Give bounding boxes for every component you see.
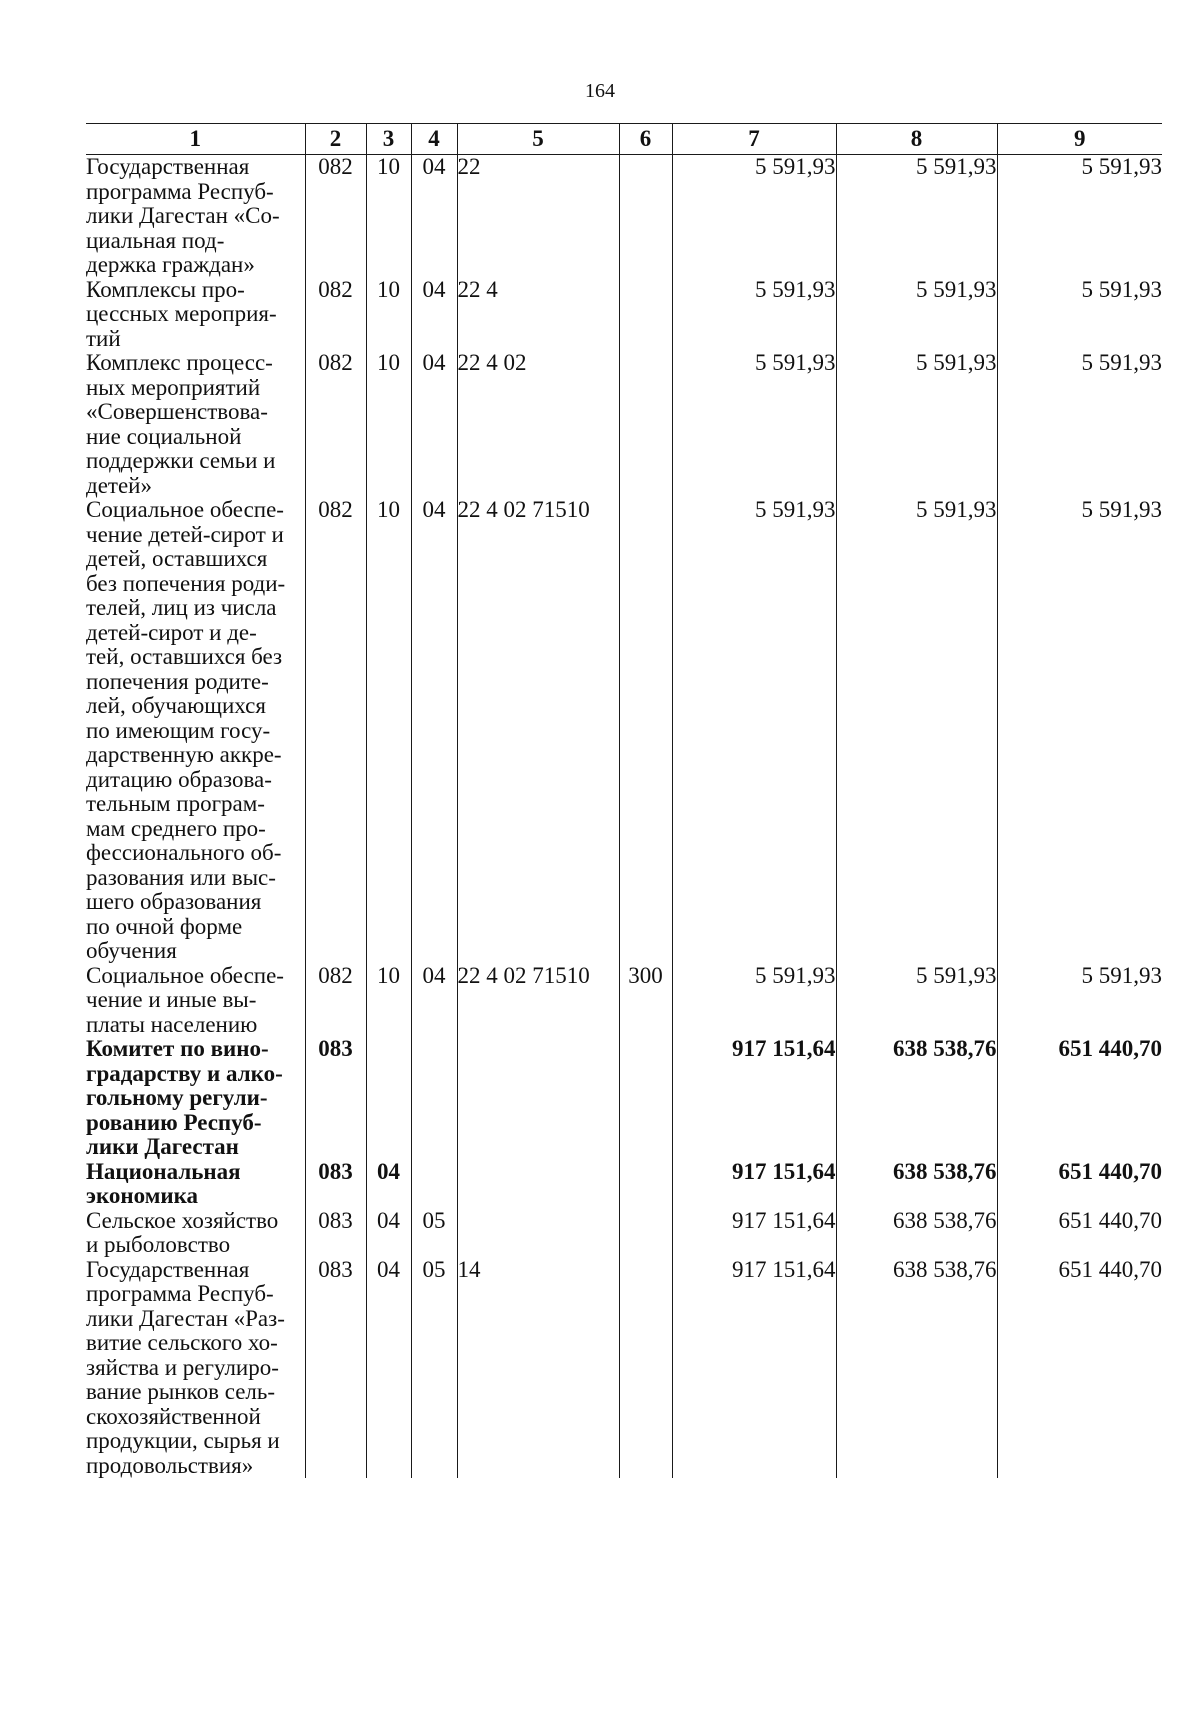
item-name-line: тельным програм- <box>86 791 265 816</box>
item-name-line: ных мероприятий <box>86 374 261 400</box>
table-row <box>86 1258 1162 1479</box>
item-name-line: платы населению <box>86 1011 258 1037</box>
item-name-line: Комплексы про- <box>86 276 245 302</box>
cell-subsection-code: 04 <box>411 155 457 278</box>
cell-expense-type <box>619 351 672 498</box>
cell-item-name <box>86 351 305 498</box>
column-header: 5 <box>457 124 619 155</box>
cell-amount-col8: 5 591,93 <box>836 498 997 964</box>
item-name-line: продовольствия» <box>86 1452 254 1478</box>
table-row <box>86 498 1162 964</box>
cell-amount-col9: 5 591,93 <box>997 155 1162 278</box>
column-header: 9 <box>997 124 1162 155</box>
cell-amount-col7: 5 591,93 <box>672 498 836 964</box>
cell-item-name <box>86 278 305 352</box>
cell-section-code: 10 <box>366 278 411 352</box>
cell-expense-type <box>619 155 672 278</box>
cell-amount-col8: 5 591,93 <box>836 155 997 278</box>
cell-ministry-code: 082 <box>305 351 366 498</box>
cell-target-article <box>457 1037 619 1160</box>
table-row <box>86 1160 1162 1209</box>
item-name-line: продукции, сырья и <box>86 1428 280 1453</box>
item-name-line: поддержки семьи и <box>86 448 276 473</box>
cell-ministry-code: 082 <box>305 498 366 964</box>
cell-amount-col9: 651 440,70 <box>997 1160 1162 1209</box>
cell-section-code: 04 <box>366 1160 411 1209</box>
item-name-line: ние социальной <box>86 423 242 449</box>
item-name-line: фессионального об- <box>86 840 282 865</box>
cell-ministry-code: 082 <box>305 155 366 278</box>
cell-subsection-code: 05 <box>411 1209 457 1258</box>
item-name-line: градарству и алко- <box>86 1060 283 1086</box>
cell-ministry-code: 083 <box>305 1160 366 1209</box>
table-row <box>86 964 1162 1038</box>
budget-table <box>86 123 1162 1478</box>
cell-amount-col7: 917 151,64 <box>672 1258 836 1479</box>
item-name-line: держка граждан» <box>86 252 255 277</box>
item-name-line: тей, оставшихся без <box>86 644 283 669</box>
item-name-line: скохозяйственной <box>86 1403 261 1429</box>
cell-item-name <box>86 498 305 964</box>
table-body <box>86 155 1162 1479</box>
item-name-line: чение и иные вы- <box>86 987 257 1012</box>
cell-subsection-code: 05 <box>411 1258 457 1479</box>
cell-amount-col8: 5 591,93 <box>836 351 997 498</box>
cell-subsection-code: 04 <box>411 964 457 1038</box>
item-name-line: лики Дагестан «Раз- <box>86 1305 285 1331</box>
cell-amount-col8: 638 538,76 <box>836 1037 997 1160</box>
table-row <box>86 1037 1162 1160</box>
item-name-line: циальная под- <box>86 227 225 253</box>
cell-ministry-code: 082 <box>305 278 366 352</box>
column-header: 8 <box>836 124 997 155</box>
item-name-line: Государственная <box>86 154 250 179</box>
item-name-line: обучения <box>86 938 177 963</box>
cell-amount-col8: 638 538,76 <box>836 1209 997 1258</box>
table-row <box>86 351 1162 498</box>
column-header: 6 <box>619 124 672 155</box>
column-header: 4 <box>411 124 457 155</box>
item-name-line: программа Респуб- <box>86 1281 274 1306</box>
item-name-line: попечения родите- <box>86 668 269 694</box>
item-name-line: дитацию образова- <box>86 766 272 792</box>
item-name-line: Сельское хозяйство <box>86 1207 279 1233</box>
cell-section-code: 04 <box>366 1258 411 1479</box>
cell-item-name <box>86 155 305 278</box>
item-name-line: Социальное обеспе- <box>86 497 284 522</box>
item-name-line: Национальная <box>86 1158 241 1184</box>
cell-amount-col7: 917 151,64 <box>672 1037 836 1160</box>
item-name-line: детей» <box>86 472 152 498</box>
cell-amount-col9: 5 591,93 <box>997 351 1162 498</box>
cell-expense-type <box>619 1160 672 1209</box>
item-name-line: детей-сирот и де- <box>86 619 257 645</box>
item-name-line: «Совершенствова- <box>86 399 268 424</box>
item-name-line: без попечения роди- <box>86 570 286 596</box>
item-name-line: детей, оставшихся <box>86 546 268 571</box>
cell-target-article: 22 4 02 <box>457 351 619 498</box>
cell-expense-type: 300 <box>619 964 672 1038</box>
cell-expense-type <box>619 278 672 352</box>
cell-expense-type <box>619 1209 672 1258</box>
cell-amount-col8: 638 538,76 <box>836 1160 997 1209</box>
cell-ministry-code: 082 <box>305 964 366 1038</box>
cell-ministry-code: 083 <box>305 1037 366 1160</box>
cell-item-name <box>86 1037 305 1160</box>
item-name-line: разования или выс- <box>86 864 276 890</box>
cell-target-article <box>457 1209 619 1258</box>
item-name-line: по имеющим госу- <box>86 717 271 743</box>
cell-subsection-code: 04 <box>411 278 457 352</box>
cell-amount-col8: 5 591,93 <box>836 964 997 1038</box>
table-row <box>86 1209 1162 1258</box>
column-header: 7 <box>672 124 836 155</box>
cell-subsection-code <box>411 1160 457 1209</box>
cell-section-code: 10 <box>366 498 411 964</box>
cell-subsection-code: 04 <box>411 351 457 498</box>
cell-section-code: 10 <box>366 351 411 498</box>
cell-amount-col7: 5 591,93 <box>672 278 836 352</box>
cell-item-name <box>86 1258 305 1479</box>
item-name-line: лики Дагестан «Со- <box>86 203 280 228</box>
cell-section-code <box>366 1037 411 1160</box>
cell-target-article: 22 4 02 71510 <box>457 964 619 1038</box>
item-name-line: вание рынков сель- <box>86 1379 276 1404</box>
cell-section-code: 10 <box>366 964 411 1038</box>
table-row <box>86 278 1162 352</box>
item-name-line: программа Респуб- <box>86 178 274 204</box>
cell-expense-type <box>619 498 672 964</box>
item-name-line: Комплекс процесс- <box>86 350 273 375</box>
cell-section-code: 10 <box>366 155 411 278</box>
item-name-line: тий <box>86 325 121 351</box>
item-name-line: цессных мероприя- <box>86 301 277 326</box>
item-name-line: гольному регули- <box>86 1085 268 1110</box>
table-row <box>86 155 1162 278</box>
cell-amount-col9: 651 440,70 <box>997 1258 1162 1479</box>
cell-subsection-code: 04 <box>411 498 457 964</box>
cell-ministry-code: 083 <box>305 1258 366 1479</box>
cell-item-name <box>86 1209 305 1258</box>
cell-expense-type <box>619 1258 672 1479</box>
cell-amount-col7: 5 591,93 <box>672 964 836 1038</box>
cell-target-article: 14 <box>457 1258 619 1479</box>
cell-amount-col9: 5 591,93 <box>997 964 1162 1038</box>
item-name-line: Социальное обеспе- <box>86 962 284 988</box>
item-name-line: лей, обучающихся <box>86 693 266 718</box>
item-name-line: витие сельского хо- <box>86 1330 278 1355</box>
cell-ministry-code: 083 <box>305 1209 366 1258</box>
cell-amount-col7: 917 151,64 <box>672 1160 836 1209</box>
item-name-line: и рыболовство <box>86 1232 231 1257</box>
cell-amount-col9: 5 591,93 <box>997 278 1162 352</box>
item-name-line: чение детей-сирот и <box>86 521 284 547</box>
item-name-line: телей, лиц из числа <box>86 595 277 620</box>
cell-expense-type <box>619 1037 672 1160</box>
cell-target-article <box>457 1160 619 1209</box>
cell-subsection-code <box>411 1037 457 1160</box>
cell-item-name <box>86 964 305 1038</box>
cell-amount-col7: 5 591,93 <box>672 351 836 498</box>
item-name-line: экономика <box>86 1183 199 1208</box>
cell-amount-col8: 638 538,76 <box>836 1258 997 1479</box>
cell-section-code: 04 <box>366 1209 411 1258</box>
item-name-line: рованию Респуб- <box>86 1109 262 1135</box>
table-header-row <box>86 124 1162 155</box>
item-name-line: зяйства и регулиро- <box>86 1354 279 1380</box>
item-name-line: дарственную аккре- <box>86 742 282 767</box>
item-name-line: Государственная <box>86 1256 250 1282</box>
column-header: 2 <box>305 124 366 155</box>
item-name-line: лики Дагестан <box>86 1134 239 1159</box>
cell-amount-col9: 5 591,93 <box>997 498 1162 964</box>
cell-target-article: 22 4 02 71510 <box>457 498 619 964</box>
cell-amount-col8: 5 591,93 <box>836 278 997 352</box>
item-name-line: шего образования <box>86 889 262 914</box>
column-header: 3 <box>366 124 411 155</box>
column-header: 1 <box>86 124 305 155</box>
cell-amount-col9: 651 440,70 <box>997 1037 1162 1160</box>
cell-amount-col7: 917 151,64 <box>672 1209 836 1258</box>
cell-item-name <box>86 1160 305 1209</box>
item-name-line: по очной форме <box>86 913 243 939</box>
cell-target-article: 22 4 <box>457 278 619 352</box>
item-name-line: Комитет по вино- <box>86 1036 269 1061</box>
cell-target-article: 22 <box>457 155 619 278</box>
cell-amount-col9: 651 440,70 <box>997 1209 1162 1258</box>
page-number: 164 <box>585 80 615 102</box>
item-name-line: мам среднего про- <box>86 815 266 841</box>
cell-amount-col7: 5 591,93 <box>672 155 836 278</box>
